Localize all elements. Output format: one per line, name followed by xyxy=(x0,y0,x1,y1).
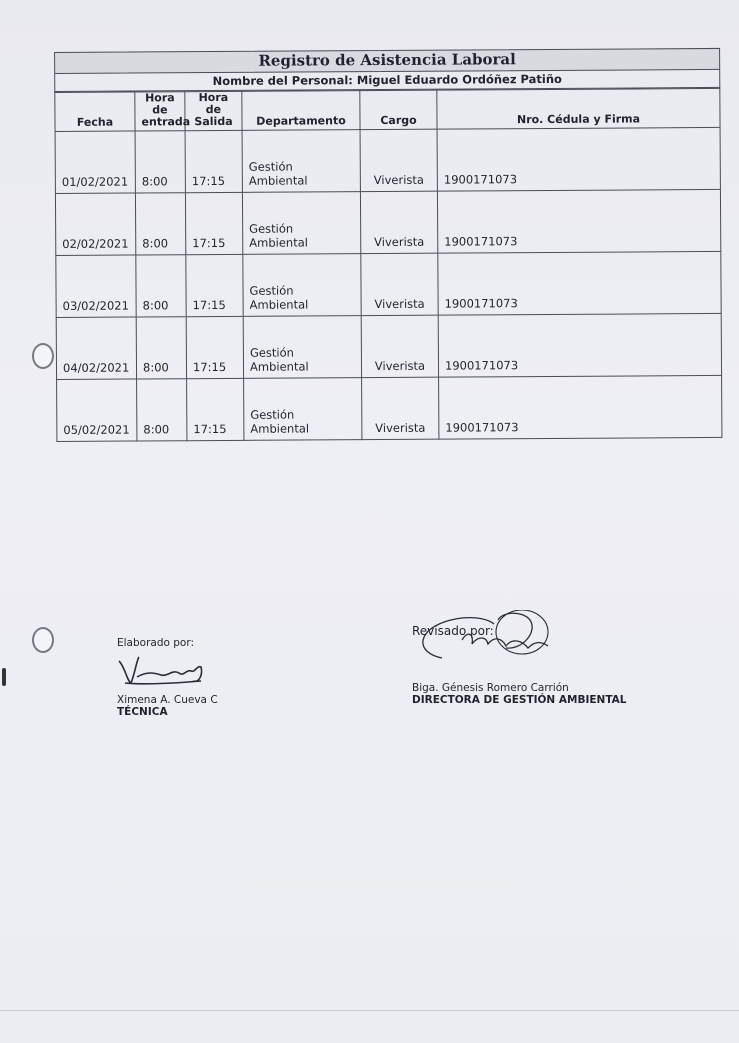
prepared-signature xyxy=(117,653,217,687)
cell-salida: 17:15 xyxy=(186,254,243,316)
cell-cedula: 1900171073 xyxy=(438,251,721,315)
cell-cargo: Viverista xyxy=(361,315,438,377)
table-row xyxy=(56,251,721,317)
attendance-table xyxy=(54,88,722,442)
cell-cargo: Viverista xyxy=(362,377,439,439)
cell-departamento: Gestión Ambiental xyxy=(242,192,360,255)
cell-salida: 17:15 xyxy=(187,378,244,440)
cell-fecha: 04/02/2021 xyxy=(56,317,136,379)
header-cedula-firma: Nro. Cédula y Firma xyxy=(437,88,720,129)
cell-cedula: 1900171073 xyxy=(438,313,721,377)
table-row xyxy=(57,375,722,441)
cell-departamento: Gestión Ambiental xyxy=(244,378,362,441)
table-row xyxy=(56,313,721,379)
cell-departamento: Gestión Ambiental xyxy=(242,130,360,193)
header-hora-entrada: Hora de entrada xyxy=(135,92,185,131)
prepared-by-role: TÉCNICA xyxy=(117,706,168,718)
page-fold-line xyxy=(0,1010,739,1011)
cell-entrada: 8:00 xyxy=(135,131,185,193)
reviewed-signature xyxy=(402,610,572,662)
document-title: Registro de Asistencia Laboral xyxy=(54,48,720,74)
cell-salida: 17:15 xyxy=(185,192,242,254)
cell-cargo: Viverista xyxy=(360,191,437,253)
cell-entrada: 8:00 xyxy=(136,317,186,379)
punch-hole xyxy=(32,627,54,653)
header-hora-salida: Hora de Salida xyxy=(185,91,242,130)
attendance-sheet xyxy=(54,36,722,437)
header-cargo: Cargo xyxy=(360,90,437,129)
cell-cedula: 1900171073 xyxy=(439,375,722,439)
table-header-row xyxy=(55,88,720,131)
punch-hole xyxy=(32,343,54,369)
cell-cedula: 1900171073 xyxy=(437,189,720,253)
cell-entrada: 8:00 xyxy=(137,379,187,441)
cell-salida: 17:15 xyxy=(185,130,242,192)
cell-entrada: 8:00 xyxy=(136,255,186,317)
reviewed-by-label: Revisado por: xyxy=(412,624,494,638)
cell-fecha: 05/02/2021 xyxy=(57,379,137,441)
prepared-by-name: Ximena A. Cueva C xyxy=(117,694,218,706)
reviewed-by-name: Biga. Génesis Romero Carrión xyxy=(412,682,569,694)
reviewed-by-block xyxy=(412,624,627,706)
cell-departamento: Gestión Ambiental xyxy=(243,316,361,379)
cell-fecha: 01/02/2021 xyxy=(55,131,135,193)
reviewed-by-role: DIRECTORA DE GESTIÓN AMBIENTAL xyxy=(412,694,627,706)
cell-fecha: 02/02/2021 xyxy=(55,193,135,255)
staff-name: Nombre del Personal: Miguel Eduardo Ordóñez Patiño xyxy=(54,70,720,92)
table-row xyxy=(55,189,720,255)
header-departamento: Departamento xyxy=(242,91,360,131)
prepared-by-block xyxy=(117,637,218,718)
cell-cedula: 1900171073 xyxy=(437,127,720,191)
cell-cargo: Viverista xyxy=(361,253,438,315)
cell-fecha: 03/02/2021 xyxy=(56,255,136,317)
header-fecha: Fecha xyxy=(55,92,135,131)
prepared-by-label: Elaborado por: xyxy=(117,637,195,649)
cell-cargo: Viverista xyxy=(360,129,437,191)
table-row xyxy=(55,127,720,193)
cell-departamento: Gestión Ambiental xyxy=(243,254,361,317)
edge-mark xyxy=(2,668,6,686)
cell-salida: 17:15 xyxy=(186,316,243,378)
cell-entrada: 8:00 xyxy=(135,193,185,255)
